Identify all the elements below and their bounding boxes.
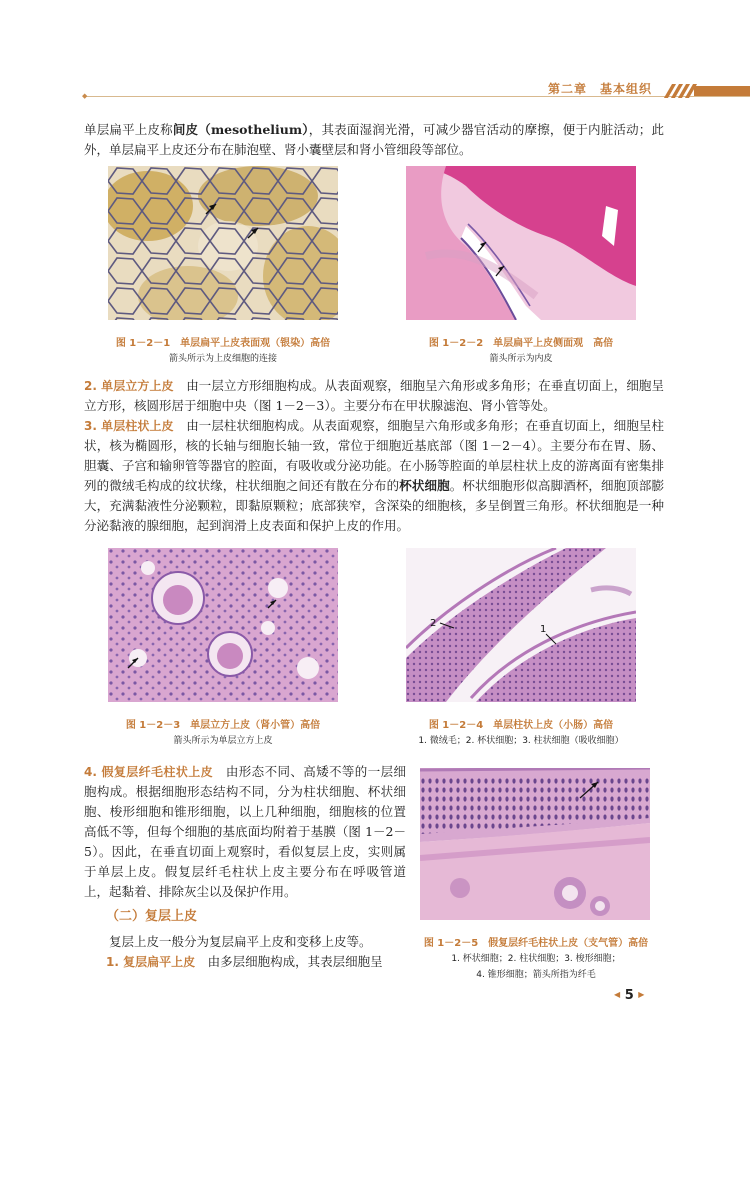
section-simple-cuboidal-title: 2. 单层立方上皮 [84,379,174,393]
figure-1-2-1-caption: 图 1－2－1 单层扁平上皮表面观（银染）高倍 [115,338,331,349]
page-prev-marker-icon: ◀ [614,990,621,999]
term-mesothelium: 间皮（mesothelium） [172,122,309,137]
section-simple-columnar [84,416,664,536]
figure-1-2-4-label-1: 1 [540,624,547,635]
section-simple-columnar-body-2: 。杯状细胞形似高脚酒杯，细胞顶部膨大，充满黏液性分泌颗粒，即黏原颗粒；底部狭窄，含深染的细胞核，多呈倒置三角形。杯状细胞是一种分泌黏液的腺细胞，起到润滑上皮表面和保护上皮的作用。 [84,478,664,533]
section-pseudostratified-body: 由形态不同、高矮不等的一层细胞构成。根据细胞形态结构不同，分为柱状细胞、杯状细胞、梭形细胞和锥形细胞，以上几种细胞，细胞核的位置高低不等，但每个细胞的基底面均附着于基膜（图 1－2－5）。因此，在垂直切面上观察时，看似复层上皮，实则属于单层上皮。假复层纤毛柱状上皮主要分布在呼吸管道上，起黏着、排除灰尘以及保护作用。 [84,764,406,899]
intro-paragraph [84,120,664,160]
section-stratified-squamous-title: 1. 复层扁平上皮 [106,955,196,969]
figure-1-2-4-caption: 图 1－2－4 单层柱状上皮（小肠）高倍 [428,720,614,731]
stratified-intro: 复层上皮一般分为复层扁平上皮和变移上皮等。 [109,934,372,949]
section-simple-columnar-title: 3. 单层柱状上皮 [84,419,174,433]
figure-1-2-2-note: 箭头所示为内皮 [489,354,553,364]
figure-1-2-1-note: 箭头所示为上皮细胞的连接 [168,354,277,364]
figure-1-2-2-caption: 图 1－2－2 单层扁平上皮侧面观 高倍 [428,338,614,349]
figure-1-2-3-note: 箭头所示为单层立方上皮 [173,736,273,746]
section-stratified-squamous-body: 由多层细胞构成，其表层细胞呈 [195,954,383,969]
running-header-chapter: 第二章 基本组织 [548,82,653,96]
figure-1-2-5-note-1: 1. 杯状细胞；2. 柱状细胞；3. 梭形细胞； [451,954,621,964]
header-ornament-icon: ◆ [82,92,88,100]
section-stratified-squamous [84,952,406,972]
term-goblet-cell: 杯状细胞 [399,478,450,493]
figure-1-2-1-image [108,166,338,320]
page-number [614,988,644,1003]
page-next-marker-icon: ▶ [638,990,645,999]
figure-1-2-5-caption: 图 1－2－5 假复层纤毛柱状上皮（支气管）高倍 [423,938,649,949]
section-stratified-heading [84,906,406,927]
header-bar [694,86,750,96]
figure-1-2-4-image [406,548,636,702]
figure-1-2-5-image [420,768,650,920]
figure-1-2-5-note-2: 4. 锥形细胞；箭头所指为纤毛 [476,970,596,980]
figure-1-2-4-label-2: 2 [430,618,437,629]
section-simple-cuboidal-body: 由一层立方形细胞构成。从表面观察，细胞呈六角形或多角形；在垂直切面上，细胞呈立方形，核圆形居于细胞中央（图 1－2－3）。主要分布在甲状腺滤泡、肾小管等处。 [84,378,664,413]
page-number-value: 5 [624,988,634,1003]
intro-text-2: ，其表面湿润光滑，可减少器官活动的摩擦，便于内脏活动；此外，单层扁平上皮还分布在肺泡壁、肾小囊壁层和肾小管细段等部位。 [84,122,664,157]
figure-1-2-3-image [108,548,338,702]
figure-1-2-4-note: 1. 微绒毛；2. 杯状细胞；3. 柱状细胞（吸收细胞） [418,736,624,746]
intro-text-1: 单层扁平上皮称 [84,122,173,137]
figure-1-2-3-caption: 图 1－2－3 单层立方上皮（肾小管）高倍 [125,720,321,731]
figure-1-2-2-image [406,166,636,320]
section-simple-columnar-body-1: 由一层柱状细胞构成。从表面观察，细胞呈六角形或多角形；在垂直切面上，细胞呈柱状，核为椭圆形，核的长轴与细胞长轴一致，常位于细胞近基底部（图 1－2－4）。主要分布在胃、肠、胆囊、子宫和输卵管等器官的腔面，有吸收或分泌功能。在小肠等腔面的单层柱状上皮的游离面有密集排列的微绒毛构成的纹状缘，柱状细胞之间还有散在分布的 [84,418,664,493]
section-simple-cuboidal [84,376,664,416]
section-pseudostratified [84,762,406,902]
section-stratified-title: （二）复层上皮 [106,909,198,924]
section-pseudostratified-title: 4. 假复层纤毛柱状上皮 [84,765,213,779]
